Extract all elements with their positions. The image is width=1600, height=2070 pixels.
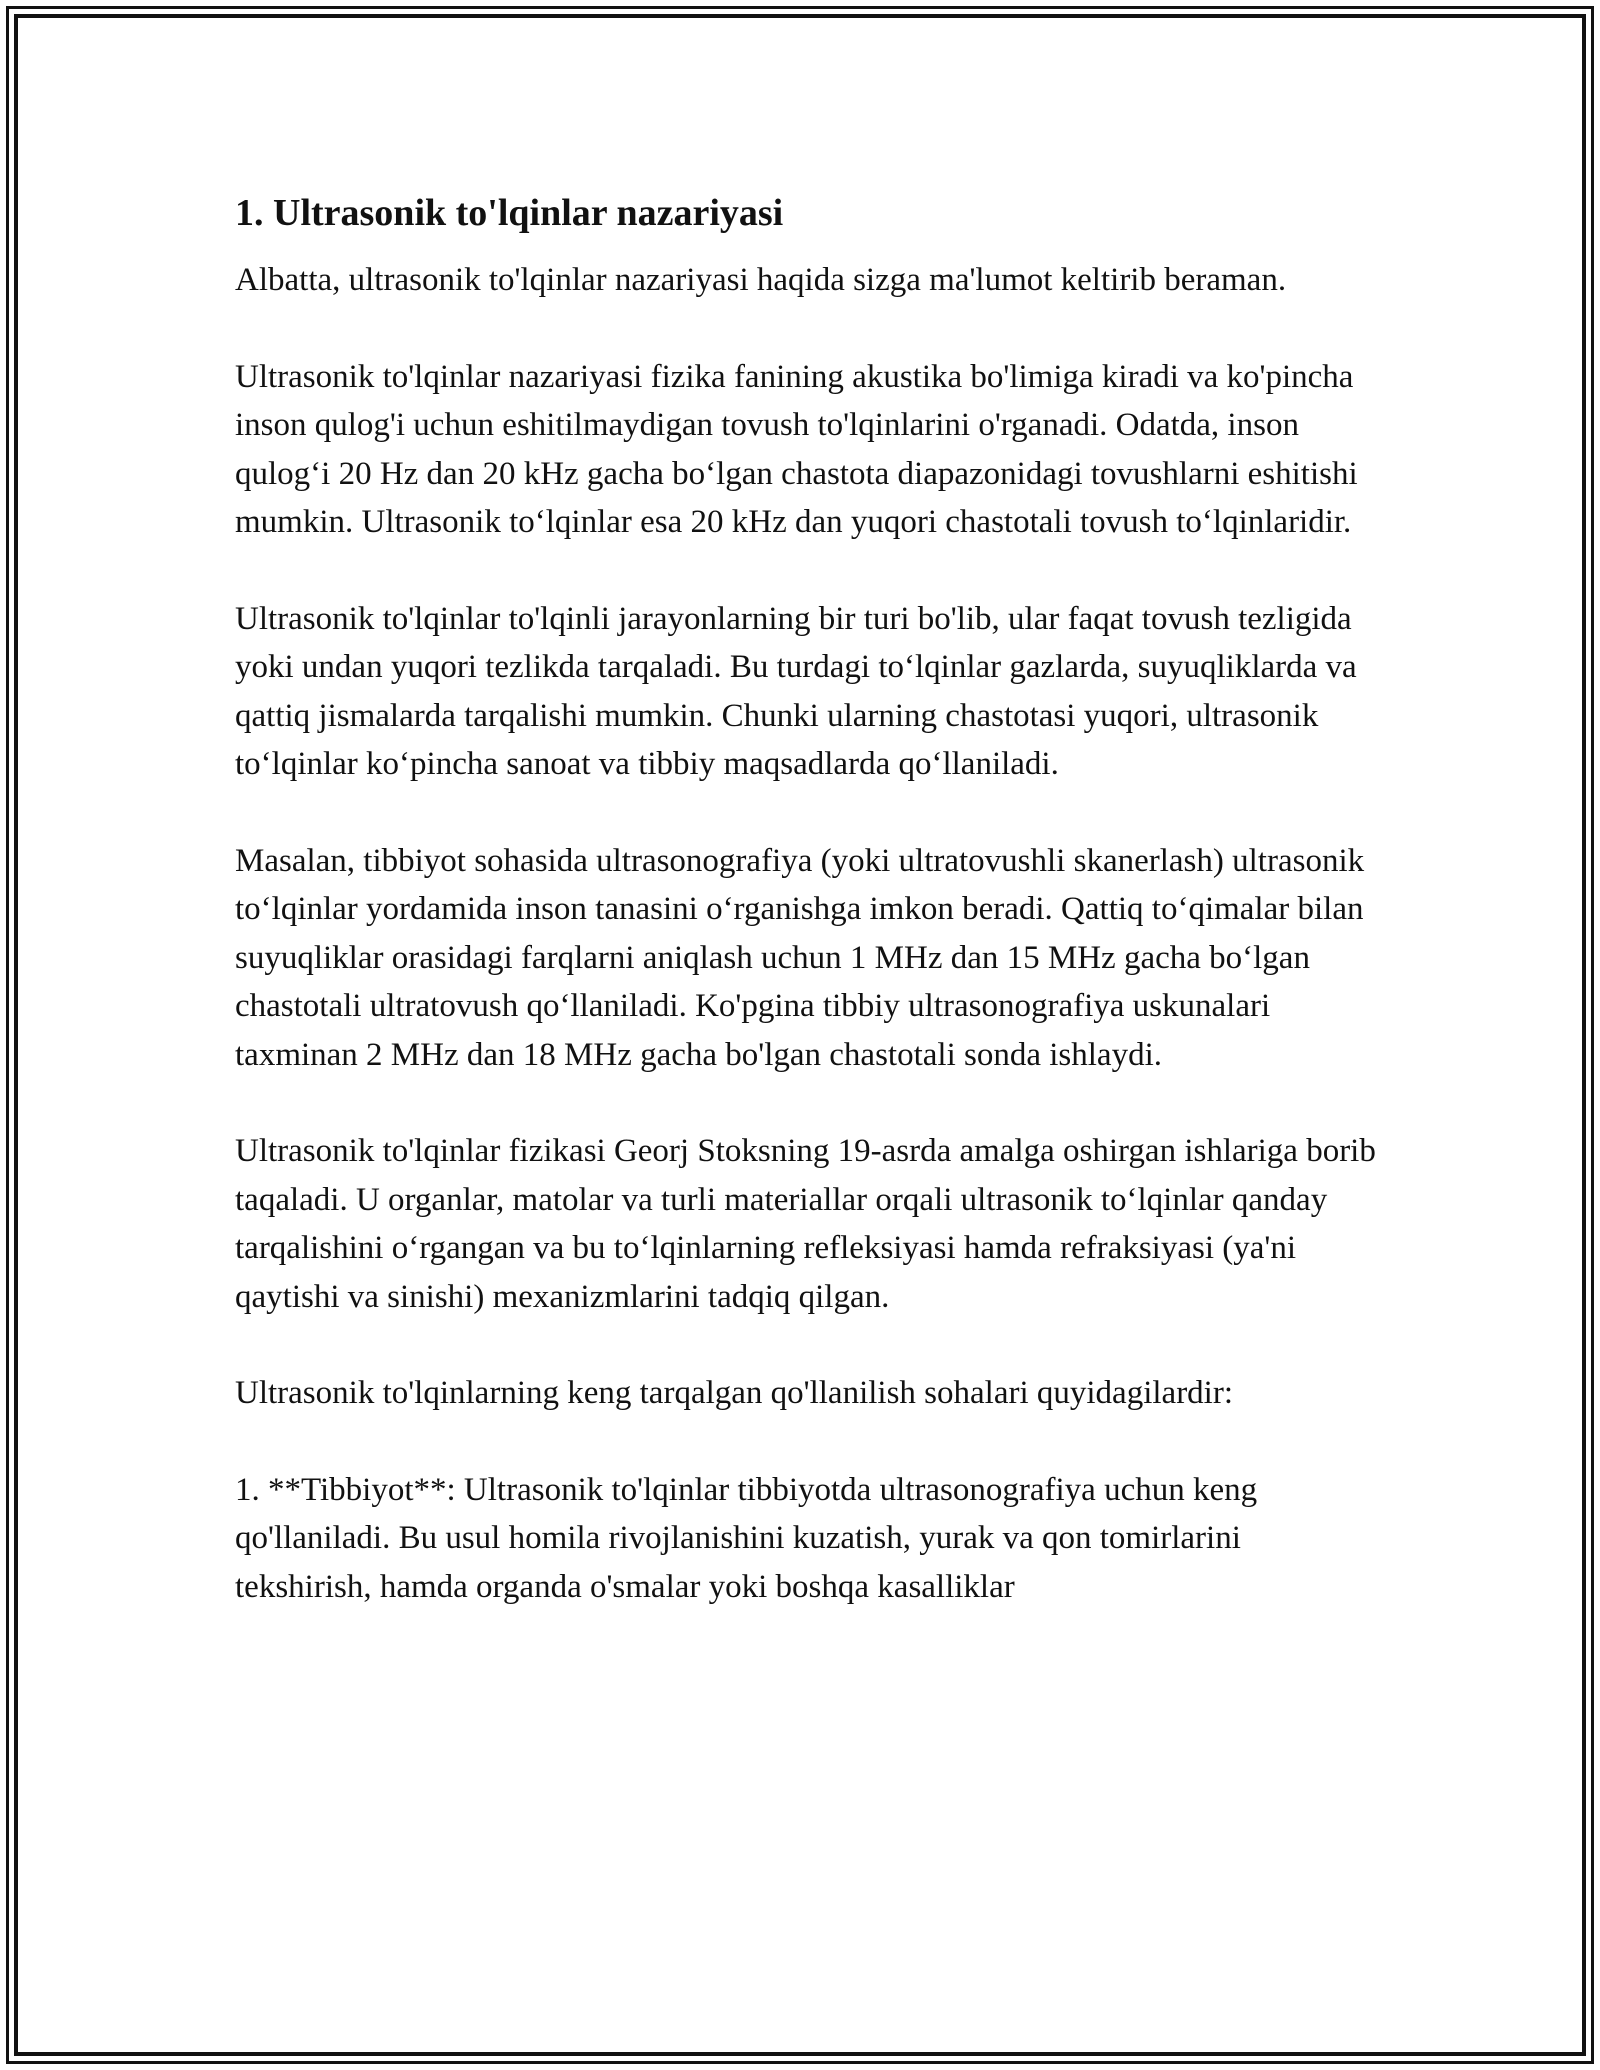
paragraph-applications-intro: Ultrasonik to'lqinlarning keng tarqalgan qo'llanilish sohalari quyidagilardir: bbox=[235, 1375, 1234, 1411]
document-body bbox=[235, 188, 1385, 1659]
paragraph-intro: Albatta, ultrasonik to'lqinlar nazariyasi haqida sizga ma'lumot keltirib beraman. bbox=[235, 262, 1287, 298]
paragraph-propagation: Ultrasonik to'lqinlar to'lqinli jarayonlarning bir turi bo'lib, ular faqat tovush tezligida yoki undan yuqori tezlikda tarqaladi. Bu turdagi to‘lqinlar gazlarda, suyuqliklarda va qattiq jismalarda tarqalishi mumkin. Chunki ularning chastotasi yuqori, ultrasonik to‘lqinlar ko‘pincha sanoat va tibbiy maqsadlarda qo‘llaniladi. bbox=[235, 600, 1357, 782]
paragraph-history: Ultrasonik to'lqinlar fizikasi Georj Stoksning 19-asrda amalga oshirgan ishlariga borib taqaladi. U organlar, matolar va turli materiallar orqali ultrasonik to‘lqinlar qanday tarqalishini o‘rgangan va bu to‘lqinlarning refleksiyasi hamda refraksiyasi (ya'ni qaytishi va sinishi) mexanizmlarini tadqiq qilgan. bbox=[235, 1133, 1376, 1315]
paragraph-list-item-medicine: 1. **Tibbiyot**: Ultrasonik to'lqinlar tibbiyotda ultrasonografiya uchun keng qo'llaniladi. Bu usul homila rivojlanishini kuzatish, yurak va qon tomirlarini tekshirish, hamda organda o'smalar yoki boshqa kasalliklar bbox=[235, 1471, 1258, 1605]
paragraph-definition: Ultrasonik to'lqinlar nazariyasi fizika fanining akustika bo'limiga kiradi va ko'pincha inson qulog'i uchun eshitilmaydigan tovush to'lqinlarini o'rganadi. Odatda, inson qulog‘i 20 Hz dan 20 kHz gacha bo‘lgan chastota diapazonidagi tovushlarni eshitishi mumkin. Ultrasonik to‘lqinlar esa 20 kHz dan yuqori chastotali tovush to‘lqinlaridir. bbox=[235, 358, 1358, 540]
paragraph-medical-example: Masalan, tibbiyot sohasida ultrasonografiya (yoki ultratovushli skanerlash) ultrasonik to‘lqinlar yordamida inson tanasini o‘rganishga imkon beradi. Qattiq to‘qimalar bilan suyuqliklar orasidagi farqlarni aniqlash uchun 1 MHz dan 15 MHz gacha bo‘lgan chastotali ultratovush qo‘llaniladi. Ko'pgina tibbiy ultrasonografiya uskunalari taxminan 2 MHz dan 18 MHz gacha bo'lgan chastotali sonda ishlaydi. bbox=[235, 842, 1365, 1073]
section-heading: 1. Ultrasonik to'lqinlar nazariyasi bbox=[235, 192, 784, 234]
